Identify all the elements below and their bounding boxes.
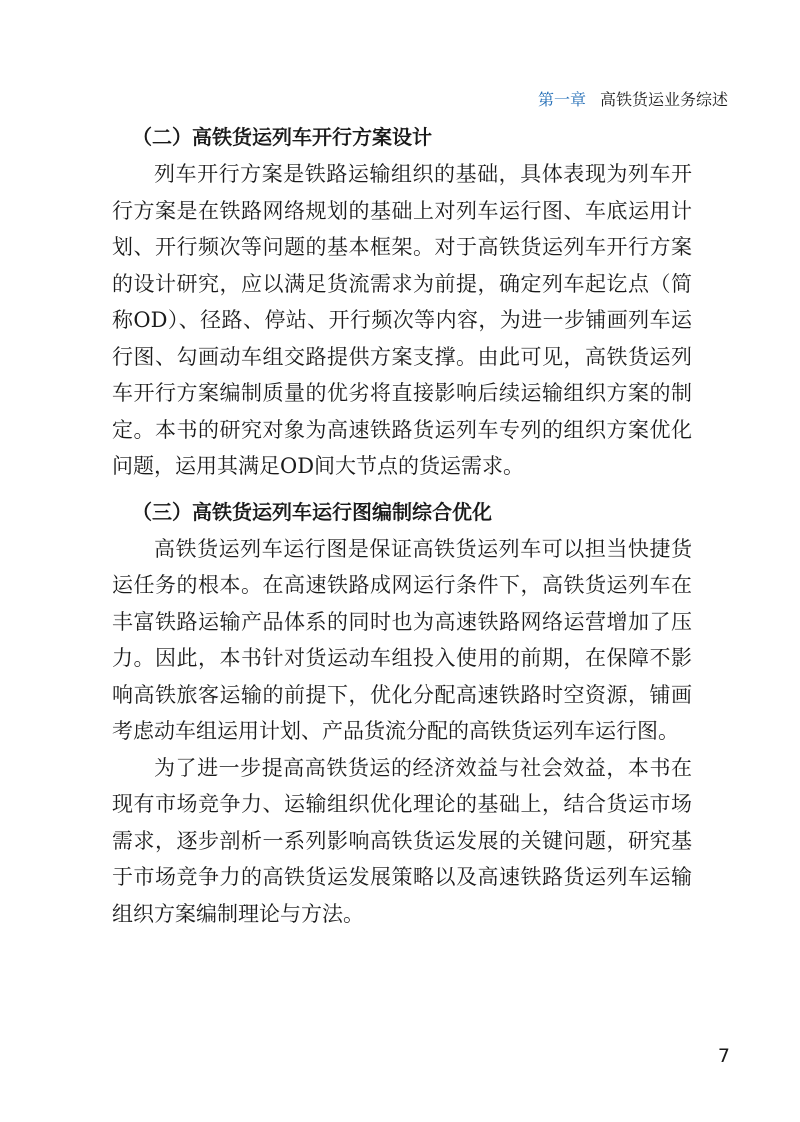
chapter-label: 第一章 (537, 90, 586, 109)
body-paragraph: 为了进一步提高高铁货运的经济效益与社会效益，本书在现有市场竞争力、运输组织优化理论的基础上，结合货运市场需求，逐步剖析一系列影响高铁货运发展的关键问题，研究基于市场竞争力的高铁货运发展策略以及高速铁路货运列车运输组织方案编制理论与方法。 (112, 755, 692, 926)
section-heading: （二）高铁货运列车开行方案设计 (132, 125, 432, 149)
body-paragraph: 列车开行方案是铁路运输组织的基础，具体表现为列车开行方案是在铁路网络规划的基础上对列车运行图、车底运用计划、开行频次等问题的基本框架。对于高铁货运列车开行方案的设计研究，应以满足货流需求为前提，确定列车起讫点（简称OD）、径路、停站、开行频次等内容，为进一步铺画列车运行图、勾画动车组交路提供方案支撑。由此可见，高铁货运列车开行方案编制质量的优劣将直接影响后续运输组织方案的制定。本书的研究对象为高速铁路货运列车专列的组织方案优化问题，运用其满足OD间大节点的货运需求。 (112, 162, 692, 478)
chapter-title: 高铁货运业务综述 (599, 90, 728, 109)
page-content (112, 118, 692, 932)
page-number: 7 (717, 1045, 730, 1067)
body-paragraph: 高铁货运列车运行图是保证高铁货运列车可以担当快捷货运任务的根本。在高速铁路成网运行条件下，高铁货运列车在丰富铁路运输产品体系的同时也为高速铁路网络运营增加了压力。因此，本书针对货运动车组投入使用的前期，在保障不影响高铁旅客运输的前提下，优化分配高速铁路时空资源，铺画考虑动车组运用计划、产品货流分配的高铁货运列车运行图。 (112, 536, 692, 743)
section-heading: （三）高铁货运列车运行图编制综合优化 (132, 499, 492, 524)
running-header (538, 89, 728, 111)
